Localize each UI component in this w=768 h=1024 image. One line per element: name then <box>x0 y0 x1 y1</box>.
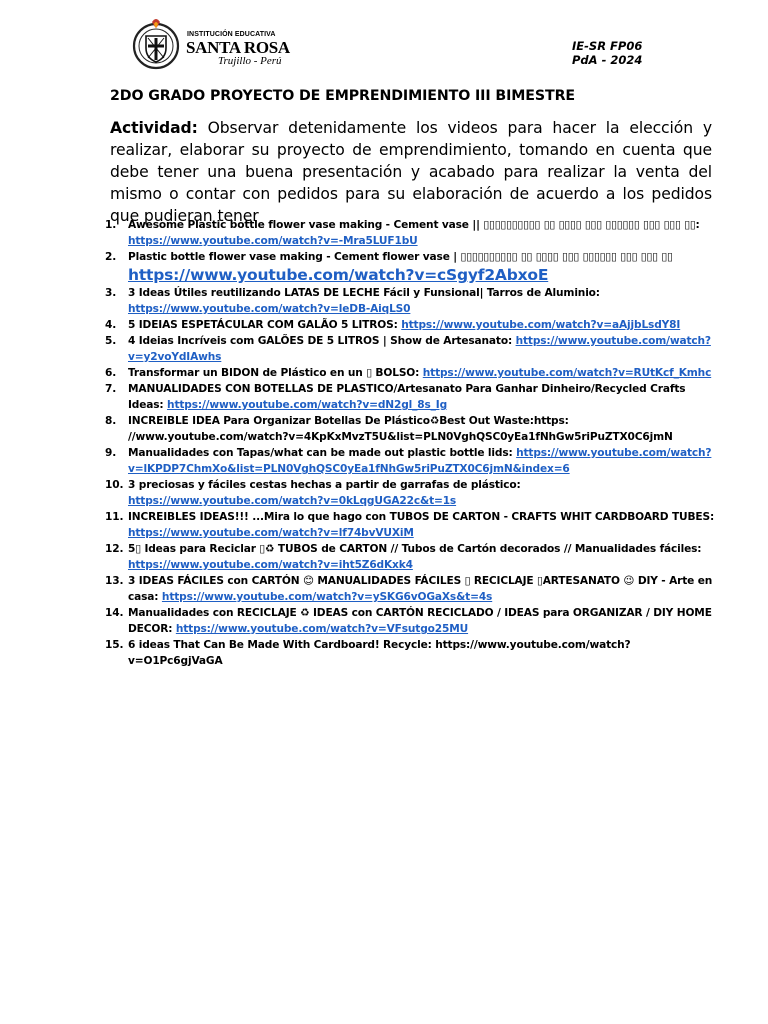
document-code-line-2: PdA - 2024 <box>572 53 643 67</box>
list-item-title: Transformar un BIDON de Plástico en un ▯ BOLSO: <box>128 367 423 379</box>
list-item-number: 7. <box>105 383 117 395</box>
list-item-title: 3 IDEAS FÁCILES con CARTÓN 😊 MANUALIDADES FÁCILES ▯ RECICLAJE ▯ARTESANATO 😉 DIY - Arte en casa: <box>128 575 713 603</box>
list-item <box>105 217 715 249</box>
video-link[interactable]: https://www.youtube.com/watch?v=RUtKcf_Kmhc <box>422 367 712 379</box>
institution-label: INSTITUCIÓN EDUCATIVA <box>187 31 276 38</box>
school-city: Trujillo - Perú <box>218 55 282 67</box>
video-link[interactable]: https://www.youtube.com/watch?v=0kLqgUGA22c&t=1s <box>128 495 457 507</box>
page-title: 2DO GRADO PROYECTO DE EMPRENDIMIENTO III BIMESTRE <box>110 88 575 104</box>
list-item-title: 3 preciosas y fáciles cestas hechas a partir de garrafas de plástico: <box>128 479 521 491</box>
list-item <box>105 541 715 573</box>
list-item-number: 10. <box>105 479 124 491</box>
list-item <box>105 605 715 637</box>
list-item-title: MANUALIDADES CON BOTELLAS DE PLASTICO/Artesanato Para Ganhar Dinheiro/Recycled Crafts Ideas: <box>128 383 686 411</box>
list-item-title: 6 ideas That Can Be Made With Cardboard! Recycle: https://www.youtube.com/watch?v=O1Pc6gjVaGA <box>128 639 631 667</box>
video-link[interactable]: https://www.youtube.com/watch?v=lKPDP7ChmXo&list=PLN0VghQSC0yEa1fNhGw5riPuZTX0C6jmN&index=6 <box>128 447 712 475</box>
video-link[interactable]: https://www.youtube.com/watch?v=leDB-AiqLS0 <box>128 303 411 315</box>
list-item-number: 9. <box>105 447 117 459</box>
school-emblem-icon <box>130 18 182 70</box>
list-item <box>105 413 715 445</box>
list-item-title: 3 Ideas Útiles reutilizando LATAS DE LECHE Fácil y Funsional| Tarros de Aluminio: <box>128 287 600 299</box>
list-item <box>105 445 715 477</box>
video-link[interactable]: https://www.youtube.com/watch?v=lf74bvVUXiM <box>128 527 414 539</box>
school-name: SANTA ROSA <box>186 38 290 57</box>
video-link[interactable]: https://www.youtube.com/watch?v=iht5Z6dKxk4 <box>128 559 413 571</box>
list-item-title: INCREIBLE IDEA Para Organizar Botellas De Plástico♻Best Out Waste:https: //www.youtube.com/watch?v=4KpKxMvzT5U&list=PLN0VghQSC0yEa1fNhGw5riPuZTX0C6jmN <box>128 415 673 443</box>
video-link[interactable]: https://www.youtube.com/watch?v=VFsutgo25MU <box>175 623 469 635</box>
video-link[interactable]: https://www.youtube.com/watch?v=ySKG6vOGaXs&t=4s <box>161 591 493 603</box>
list-item-number: 12. <box>105 543 124 555</box>
activity-paragraph <box>110 117 712 227</box>
list-item-number: 2. <box>105 251 117 263</box>
list-item-title: 4 Ideias Incríveis com GALÕES DE 5 LITROS | Show de Artesanato: <box>128 335 516 347</box>
list-item <box>105 333 715 365</box>
list-item <box>105 317 715 333</box>
list-item <box>105 381 715 413</box>
document-code <box>572 39 642 67</box>
list-item-title: Awesome Plastic bottle flower vase making - Cement vase || ▯▯▯▯▯▯▯▯▯▯ ▯▯ ▯▯▯▯ ▯▯▯ ▯▯▯▯▯▯ ▯▯▯ ▯▯▯ ▯▯: <box>128 219 700 231</box>
list-item <box>105 637 715 669</box>
list-item-number: 4. <box>105 319 117 331</box>
list-item-number: 3. <box>105 287 117 299</box>
list-item-number: 8. <box>105 415 117 427</box>
list-item-title: Plastic bottle flower vase making - Cement flower vase | ▯▯▯▯▯▯▯▯▯▯ ▯▯ ▯▯▯▯ ▯▯▯ ▯▯▯▯▯▯ ▯▯▯ ▯▯▯ ▯▯ <box>128 251 673 263</box>
video-link[interactable]: https://www.youtube.com/watch?v=-Mra5LUF1bU <box>128 235 418 247</box>
school-logo <box>130 18 290 74</box>
list-item-title: 5▯ Ideas para Reciclar ▯♻ TUBOS de CARTON // Tubos de Cartón decorados // Manualidades fáciles: <box>128 543 702 555</box>
list-item <box>105 285 715 317</box>
document-code-line-1: IE-SR FP06 <box>572 39 643 53</box>
list-item-title: Manualidades con Tapas/what can be made out plastic bottle lids: <box>128 447 517 459</box>
list-item-number: 15. <box>105 639 124 651</box>
video-link[interactable]: https://www.youtube.com/watch?v=aAjjbLsdY8I <box>401 319 681 331</box>
list-item <box>105 509 715 541</box>
list-item <box>105 365 715 381</box>
list-item-title: 5 IDEIAS ESPETÁCULAR COM GALÃO 5 LITROS: <box>128 319 402 331</box>
list-item <box>105 249 715 285</box>
activity-label: Actividad: <box>110 119 198 137</box>
list-item-title: INCREIBLES IDEAS!!! ...Mira lo que hago con TUBOS DE CARTON - CRAFTS WHIT CARDBOARD TUBES: <box>128 511 715 523</box>
list-item-number: 13. <box>105 575 124 587</box>
list-item-title: Manualidades con RECICLAJE ♻ IDEAS con CARTÓN RECICLADO / IDEAS para ORGANIZAR / DIY HOME DECOR: <box>128 607 712 635</box>
video-link[interactable]: https://www.youtube.com/watch?v=dN2gl_8s_Ig <box>167 399 448 411</box>
video-list <box>105 217 715 669</box>
video-link[interactable]: https://www.youtube.com/watch?v=cSgyf2AbxoE <box>128 266 549 284</box>
list-item-number: 6. <box>105 367 117 379</box>
list-item-number: 11. <box>105 511 124 523</box>
video-link[interactable]: https://www.youtube.com/watch?v=y2voYdIAwhs <box>128 335 711 363</box>
list-item <box>105 573 715 605</box>
activity-text: Observar detenidamente los videos para hacer la elección y realizar, elaborar su proyecto de emprendimiento, tomando en cuenta que debe tener una buena presentación y acabado para realizar la venta del mismo o contar con pedidos para su elaboración de acuerdo a los pedidos que pudieran tener <box>110 119 712 225</box>
list-item-number: 14. <box>105 607 124 619</box>
list-item <box>105 477 715 509</box>
list-item-number: 5. <box>105 335 117 347</box>
list-item-number: 1. <box>105 219 117 231</box>
